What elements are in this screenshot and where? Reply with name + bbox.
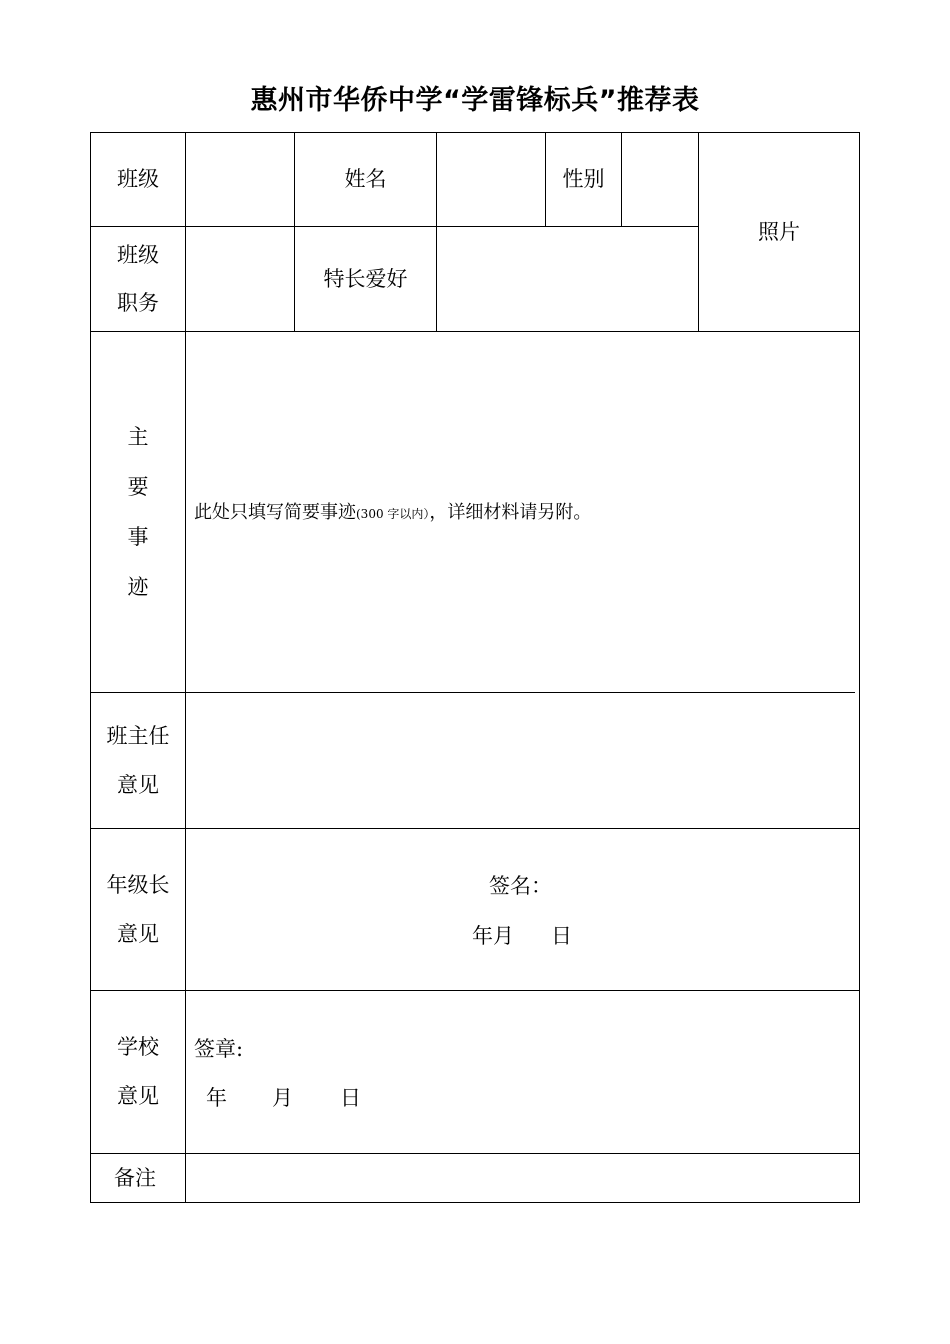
teacher-opinion-label-line1: 班主任	[106, 723, 170, 748]
position-input[interactable]	[186, 227, 294, 331]
teacher-divider	[90, 828, 860, 829]
position-label-line2: 职务	[117, 290, 159, 315]
grade-opinion-label	[91, 829, 185, 990]
school-opinion-label-line2: 意见	[117, 1084, 159, 1108]
school-opinion-label	[91, 991, 185, 1153]
form-title: 惠州市华侨中学“学雷锋标兵”推荐表	[250, 85, 700, 116]
deeds-instruction-limit: (300 字以内）	[356, 507, 430, 521]
row2-divider	[90, 331, 860, 332]
photo-label: 照片	[758, 219, 800, 244]
teacher-opinion-input[interactable]	[186, 693, 859, 828]
gender-input[interactable]	[622, 133, 698, 226]
school-opinion-label-line1: 学校	[117, 1035, 159, 1059]
table-border-right	[859, 132, 860, 1203]
deeds-instruction-main: 此处只填写简要事迹	[194, 502, 356, 523]
remarks-input[interactable]	[186, 1154, 859, 1202]
grade-date-day: 日	[551, 924, 572, 948]
school-seal-label: 签章:	[194, 1037, 244, 1061]
gender-label: 性别	[562, 167, 605, 191]
deeds-label-char-3: 事	[127, 524, 149, 549]
teacher-opinion-label	[91, 693, 185, 828]
teacher-opinion-label-line2: 意见	[117, 772, 159, 797]
hobby-label: 特长爱好	[323, 266, 408, 291]
name-input[interactable]	[437, 133, 545, 226]
grade-signature-label: 签名：	[489, 874, 552, 898]
deeds-instruction-tail: ，详细材料请另附。	[429, 502, 592, 523]
remarks-label: 备注	[114, 1165, 156, 1190]
deeds-label-char-4: 迹	[127, 574, 149, 599]
hobby-input[interactable]	[437, 227, 698, 331]
deeds-label-char-2: 要	[127, 474, 149, 499]
school-date-month: 月	[272, 1086, 293, 1110]
position-label	[91, 227, 185, 331]
name-label: 姓名	[344, 167, 387, 191]
table-border-bottom	[90, 1202, 860, 1203]
deeds-instruction	[194, 498, 591, 524]
school-date-year: 年	[206, 1086, 227, 1110]
grade-divider	[90, 990, 860, 991]
grade-opinion-label-line1: 年级长	[106, 872, 170, 897]
grade-date-year-month: 年月	[472, 924, 514, 948]
deeds-label-char-1: 主	[127, 424, 149, 449]
class-label: 班级	[117, 167, 159, 191]
school-date-day: 日	[340, 1086, 361, 1110]
grade-opinion-label-line2: 意见	[117, 921, 159, 946]
deeds-label	[91, 332, 185, 692]
position-label-line1: 班级	[117, 242, 159, 267]
class-input[interactable]	[186, 133, 294, 226]
